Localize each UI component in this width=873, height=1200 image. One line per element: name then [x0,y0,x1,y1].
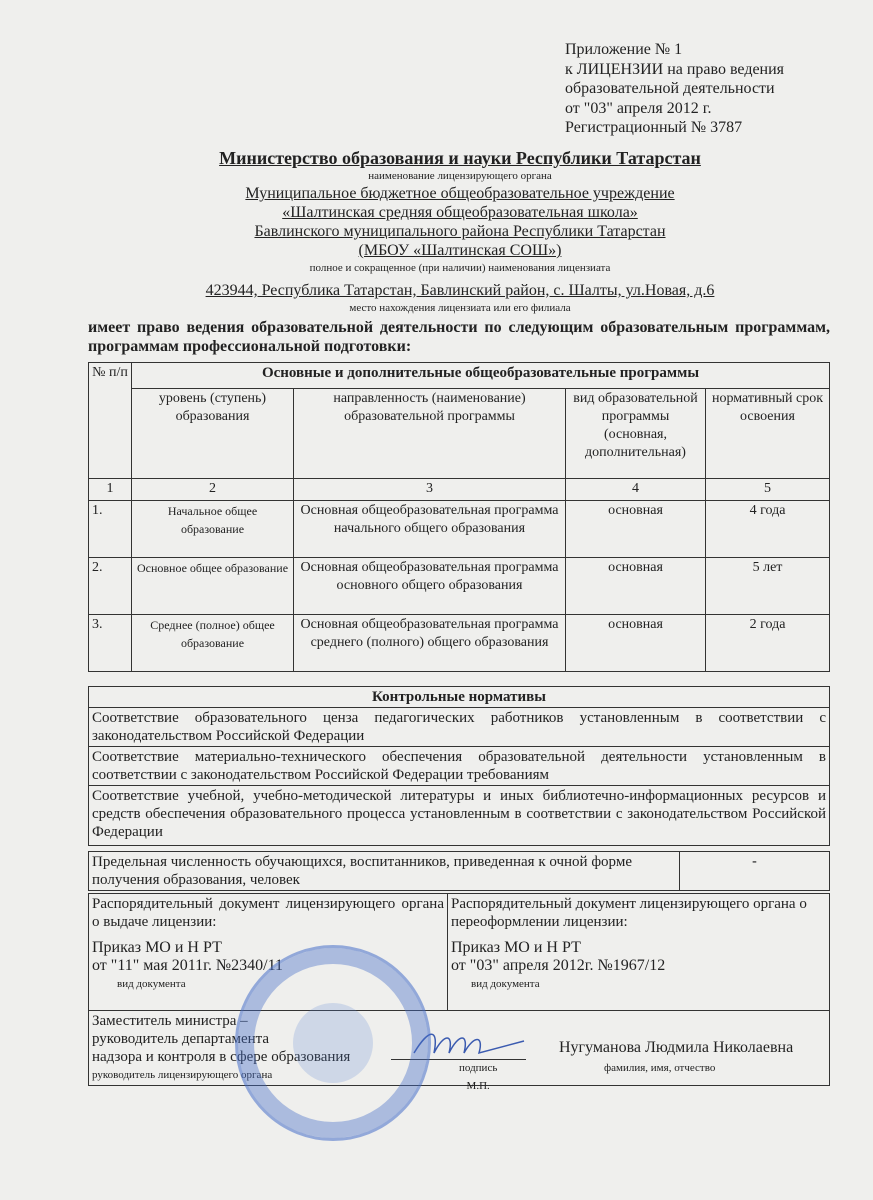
table-row [89,615,830,672]
row-kind: основная [566,558,706,615]
address-caption: место нахождения лицензиата или его филиала [349,302,571,314]
limit-table [88,851,830,891]
header-line: Регистрационный № 3787 [565,119,743,136]
col-header: направленность (наименование) образовательной программы [294,389,566,479]
col-number: 3 [294,479,566,501]
row-name: Основная общеобразовательная программа начального общего образования [294,501,566,558]
issue-line2: от "11" мая 2011г. №2340/11 [92,957,284,974]
row-level: Среднее (полное) общее образование [132,615,294,672]
row-term: 2 года [706,615,830,672]
row-level: Основное общее образование [132,558,294,615]
issue-caption: вид документа [117,978,186,990]
col-number: 2 [132,479,294,501]
official-seal-stamp [235,945,431,1141]
licensee-name [80,184,840,260]
header-line: образовательной деятельности [565,80,775,97]
position-line: Заместитель министра – [92,1013,248,1029]
limit-label: Предельная численность обучающихся, воспитанников, приведенная к очной форме получения образования, человек [89,852,680,891]
licensee-line: «Шалтинская средняя общеобразовательная школа» [282,204,638,221]
header-line: от "03" апреля 2012 г. [565,99,712,117]
row-term: 5 лет [706,558,830,615]
reissue-line2: от "03" апреля 2012г. №1967/12 [451,957,666,974]
reissue-doc [448,894,830,1011]
col-number: 5 [706,479,830,501]
row-term: 4 года [706,501,830,558]
seal-caption: М.П. [466,1080,490,1092]
col-number: 4 [566,479,706,501]
reissue-caption: вид документа [471,978,540,990]
position-line: руководитель департамента [92,1031,270,1047]
col-number: 1 [89,479,132,501]
header-line: Приложение № 1 [565,41,683,58]
table-row [89,558,830,615]
licensee-line: Бавлинского муниципального района Республики Татарстан [254,223,666,240]
row-level: Начальное общее образование [132,501,294,558]
appendix-header [565,40,784,138]
sign-caption: подпись [459,1062,498,1074]
row-no: 2. [89,558,132,615]
signature-block [89,1011,830,1092]
col-header: уровень (ступень) образования [132,389,294,479]
row-no: 1. [89,501,132,558]
name-caption: фамилия, имя, отчество [604,1062,716,1074]
issue-title: Распорядительный документ лицензирующего органа о выдаче лицензии: [92,896,444,930]
col-no-header: № п/п [89,363,132,479]
issue-line1: Приказ МО и Н РТ [92,939,222,956]
intro-text: имеет право ведения образовательной деятельности по следующим образовательным программам, программам профессиональной подготовки: [88,319,830,355]
row-no: 3. [89,615,132,672]
licensee-line: Муниципальное бюджетное общеобразовательное учреждение [245,185,675,202]
col-header: вид образовательной программы (основная, дополнительная) [566,389,706,479]
row-name: Основная общеобразовательная программа среднего (полного) общего образования [294,615,566,672]
control-title: Контрольные нормативы [89,687,830,708]
group-header: Основные и дополнительные общеобразовательные программы [132,363,830,389]
row-kind: основная [566,501,706,558]
docs-table [88,893,830,1092]
position-caption: руководитель лицензирующего органа [92,1069,273,1081]
control-item: Соответствие материально-технического обеспечения образовательной деятельности установленным в соответствии с законодательством Российской Федерации требованиям [89,747,830,786]
licensee-line: (МБОУ «Шалтинская СОШ») [358,242,562,259]
licensee-caption: полное и сокращенное (при наличии) наименования лицензиата [309,262,611,274]
control-item: Соответствие образовательного ценза педагогических работников установленным в соответствии с законодательством Российской Федерации [89,708,830,747]
authority-caption: наименование лицензирующего органа [368,170,552,182]
authority-name: Министерство образования и науки Республики Татарстан [219,148,701,168]
limit-value: - [680,852,830,891]
programs-table [88,362,830,672]
signatory-name: Нугуманова Людмила Николаевна [559,1039,794,1056]
col-header: нормативный срок освоения [706,389,830,479]
header-line: к ЛИЦЕНЗИИ на право ведения [565,60,785,78]
licensee-address: 423944, Республика Татарстан, Бавлинский район, с. Шалты, ул.Новая, д.6 [205,282,715,299]
control-item: Соответствие учебной, учебно-методической литературы и иных библиотечно-информационных ресурсов и средств обеспечения образовательного процесса установленным в соответствии с законодательством Российской Федерации [89,786,830,846]
reissue-title: Распорядительный документ лицензирующего органа о переоформлении лицензии: [451,896,807,930]
row-name: Основная общеобразовательная программа основного общего образования [294,558,566,615]
sign-captions [459,1059,497,1095]
reissue-line1: Приказ МО и Н РТ [451,939,581,956]
row-kind: основная [566,615,706,672]
table-row [89,501,830,558]
position-line: надзора и контроля в сфере образования [92,1049,351,1065]
control-table [88,686,830,846]
